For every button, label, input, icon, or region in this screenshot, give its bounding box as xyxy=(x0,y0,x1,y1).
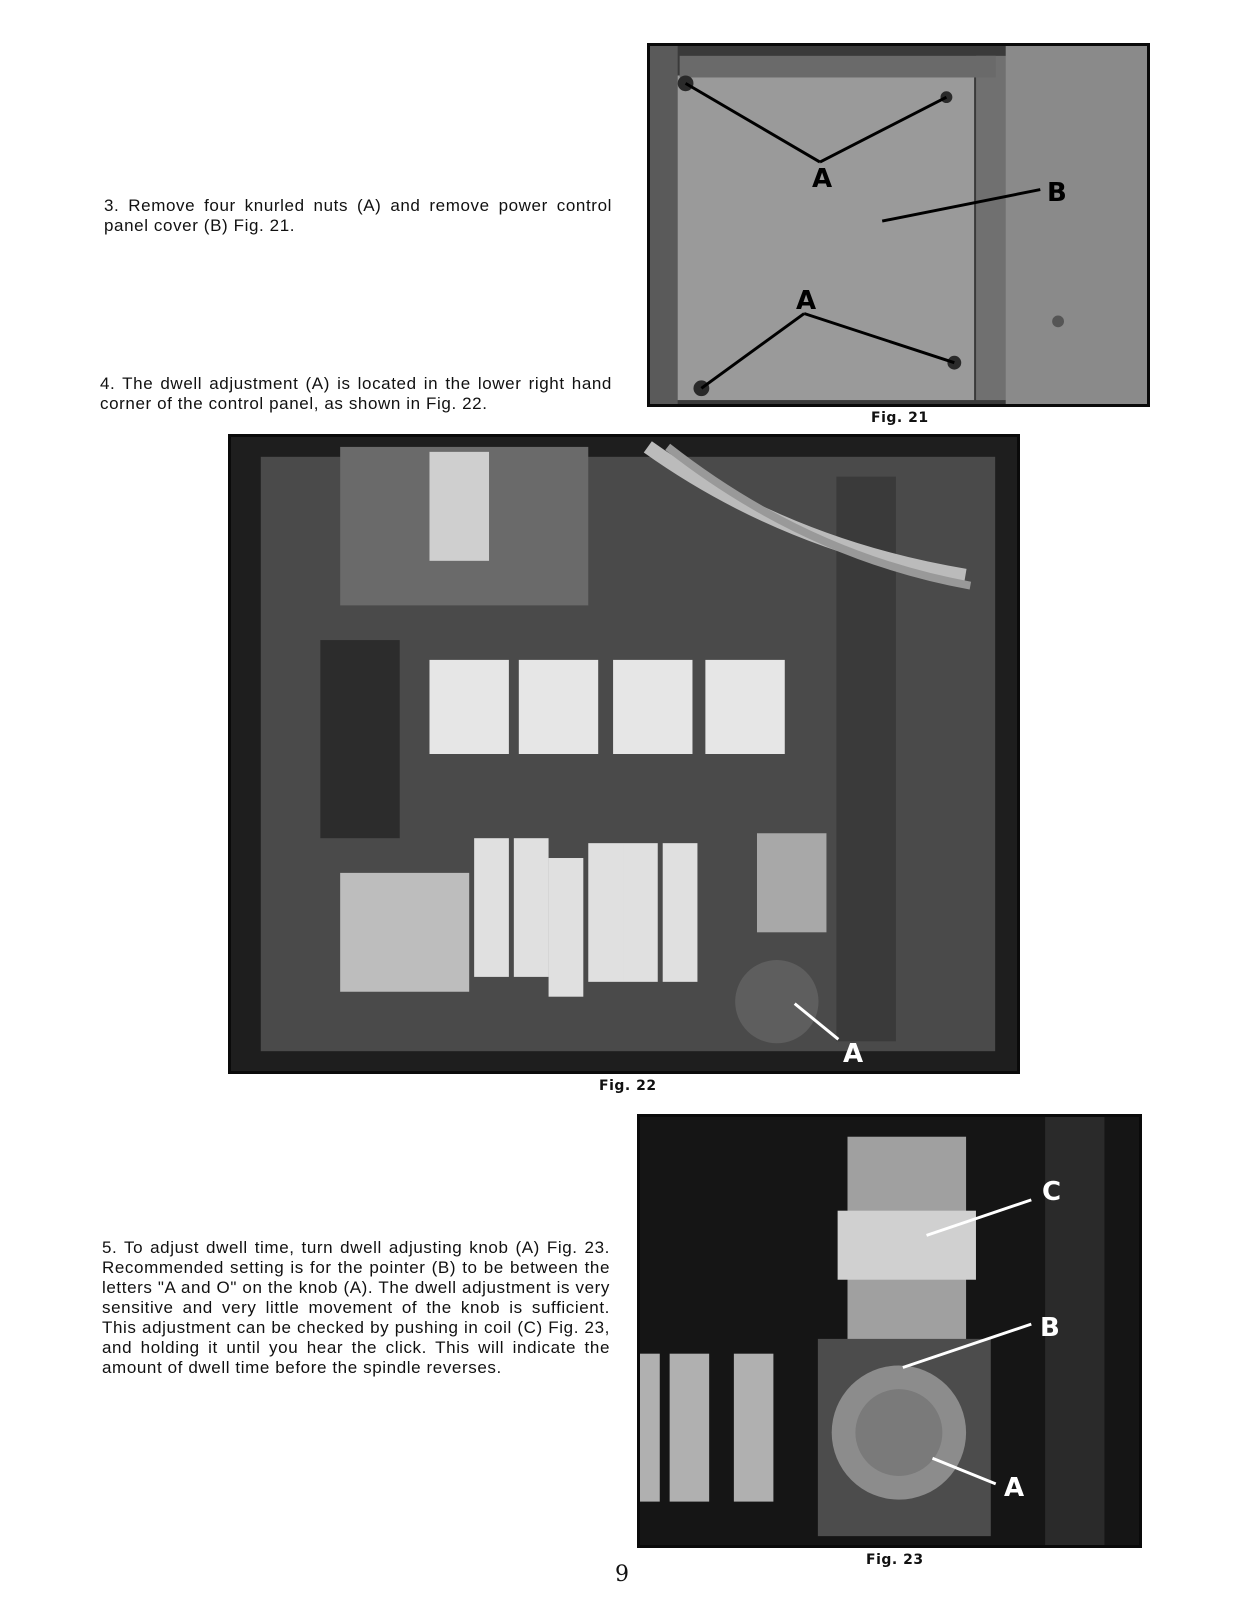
figure-22-illustration xyxy=(231,437,1017,1071)
step-4-text xyxy=(100,374,612,414)
step-3-body: 3. Remove four knurled nuts (A) and remove power control panel cover (B) Fig. 21. xyxy=(104,196,612,235)
figure-22-photo xyxy=(228,434,1020,1074)
figure-22-caption: Fig. 22 xyxy=(599,1078,657,1094)
figure-21-illustration xyxy=(650,46,1147,404)
fig22-label-a: A xyxy=(843,1039,864,1069)
step-5-text xyxy=(102,1238,610,1378)
fig21-label-a-top: A xyxy=(812,164,833,194)
step-4-body: 4. The dwell adjustment (A) is located in the lower right hand corner of the control panel, as shown in Fig. 22. xyxy=(100,374,612,413)
fig23-label-c: C xyxy=(1042,1177,1062,1207)
figure-21-photo xyxy=(647,43,1150,407)
figure-23-caption: Fig. 23 xyxy=(866,1552,924,1568)
fig23-label-a: A xyxy=(1004,1473,1025,1503)
figure-23-photo xyxy=(637,1114,1142,1548)
step-3-text xyxy=(104,196,612,236)
step-5-body: 5. To adjust dwell time, turn dwell adjusting knob (A) Fig. 23. Recommended setting is for the pointer (B) to be between the letters "A and O" on the knob (A). The dwell adjustment is very sensitive and very little movement of the knob is sufficient. This adjustment can be checked by pushing in coil (C) Fig. 23, and holding it until you hear the click. This will indicate the amount of dwell time before the spindle reverses. xyxy=(102,1238,610,1377)
figure-23-illustration xyxy=(640,1117,1139,1545)
fig21-label-b: B xyxy=(1047,178,1067,208)
fig23-label-b: B xyxy=(1040,1313,1060,1343)
page-number: 9 xyxy=(615,1562,629,1587)
fig21-label-a-bottom: A xyxy=(796,286,817,316)
figure-21-caption: Fig. 21 xyxy=(871,410,929,426)
